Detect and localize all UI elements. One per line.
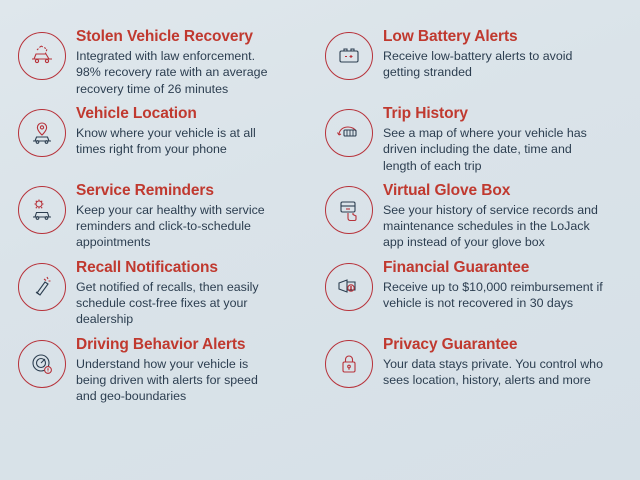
feature-description: Keep your car healthy with service reminders and click-to-schedule appointments: [76, 202, 265, 250]
feature-title: Virtual Glove Box: [383, 181, 511, 199]
features-grid: [18, 28, 622, 407]
feature-vehicle-location: [18, 105, 315, 176]
feature-title: Privacy Guarantee: [383, 335, 518, 353]
feature-description: Understand how your vehicle is being driven with alerts for speed and geo-boundaries: [76, 356, 258, 404]
feature-text: [383, 182, 622, 251]
feature-title: Driving Behavior Alerts: [76, 335, 246, 353]
feature-description: Get notified of recalls, then easily schedule cost-free fixes at your dealership: [76, 279, 259, 327]
feature-financial-guarantee: [325, 259, 622, 330]
feature-text: [76, 259, 315, 328]
stolen-vehicle-recovery-icon: [18, 32, 66, 80]
virtual-glove-box-icon: [325, 186, 373, 234]
feature-description: See a map of where your vehicle has driven including the date, time and length of each trip: [383, 125, 587, 173]
feature-text: [383, 28, 622, 81]
feature-description: See your history of service records and maintenance schedules in the LoJack app instead of your glove box: [383, 202, 598, 250]
feature-privacy-guarantee: [325, 336, 622, 407]
recall-notifications-icon: [18, 263, 66, 311]
feature-title: Low Battery Alerts: [383, 28, 518, 45]
feature-description: Receive up to $10,000 reimbursement if vehicle is not recovered in 30 days: [383, 279, 603, 310]
service-reminders-icon: [18, 186, 66, 234]
driving-behavior-alerts-icon: [18, 340, 66, 388]
vehicle-location-icon: [18, 109, 66, 157]
feature-recall-notifications: [18, 259, 315, 330]
feature-driving-behavior-alerts: [18, 336, 315, 407]
feature-text: [76, 28, 315, 97]
feature-title: Recall Notifications: [76, 258, 218, 276]
feature-text: [383, 259, 622, 312]
low-battery-alerts-icon: [325, 32, 373, 80]
feature-virtual-glove-box: [325, 182, 622, 253]
feature-stolen-vehicle-recovery: [18, 28, 315, 99]
financial-guarantee-icon: [325, 263, 373, 311]
feature-text: [76, 182, 315, 251]
feature-title: Financial Guarantee: [383, 258, 530, 276]
privacy-guarantee-icon: [325, 340, 373, 388]
feature-title: Service Reminders: [76, 181, 214, 199]
feature-text: [383, 105, 622, 174]
feature-text: [76, 105, 315, 158]
feature-service-reminders: [18, 182, 315, 253]
feature-text: [383, 336, 622, 389]
feature-text: [76, 336, 315, 405]
feature-trip-history: [325, 105, 622, 176]
feature-title: Stolen Vehicle Recovery: [76, 28, 253, 45]
feature-description: Your data stays private. You control who sees location, history, alerts and more: [383, 356, 603, 387]
trip-history-icon: [325, 109, 373, 157]
feature-description: Receive low-battery alerts to avoid getting stranded: [383, 48, 573, 80]
feature-low-battery-alerts: [325, 28, 622, 99]
feature-title: Vehicle Location: [76, 104, 197, 122]
feature-title: Trip History: [383, 104, 468, 122]
feature-description: Integrated with law enforcement. 98% recovery rate with an average recovery time of 26 minutes: [76, 48, 268, 96]
feature-description: Know where your vehicle is at all times right from your phone: [76, 125, 256, 157]
